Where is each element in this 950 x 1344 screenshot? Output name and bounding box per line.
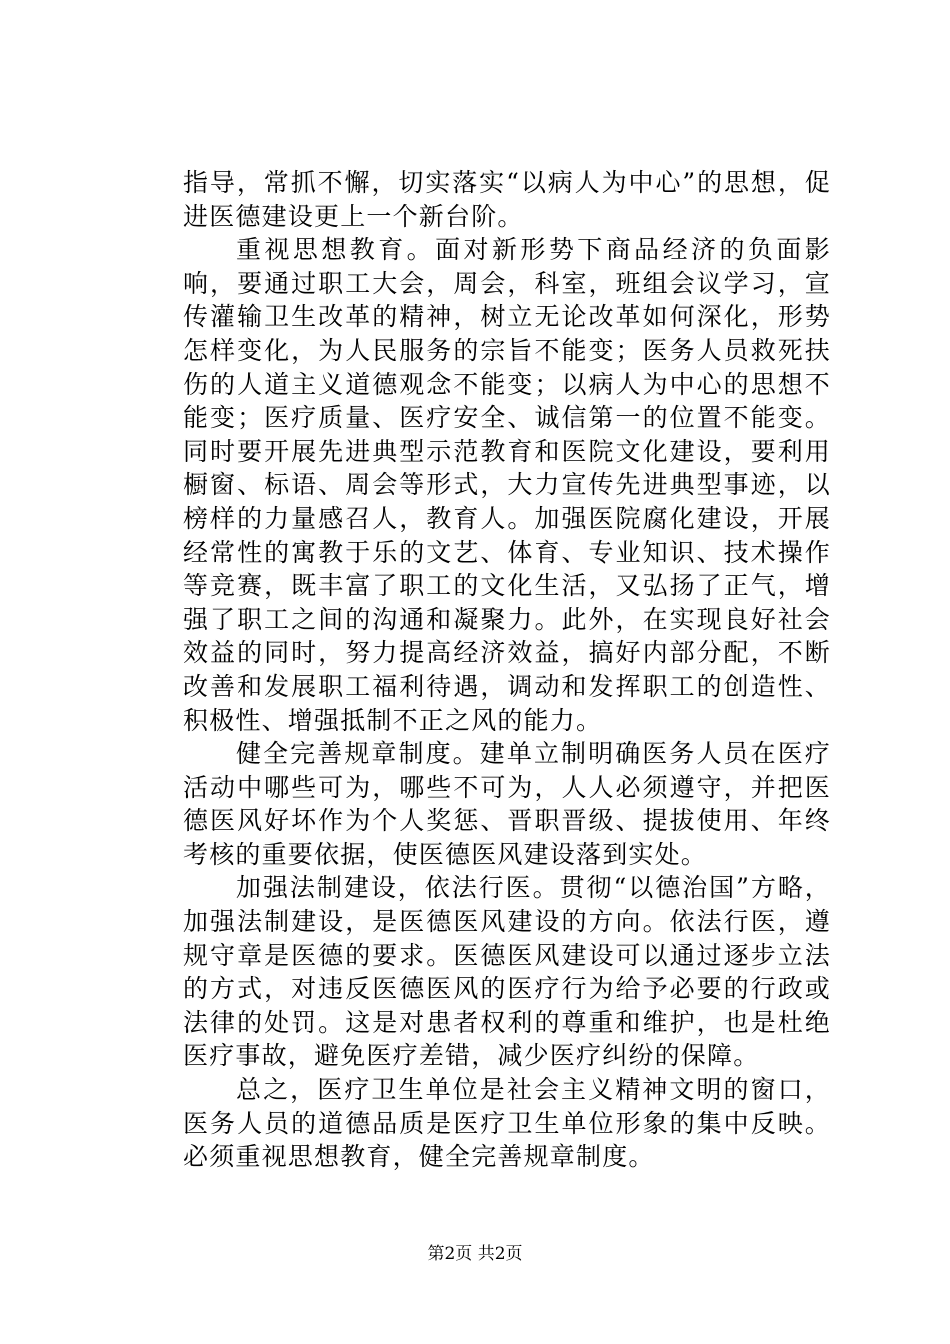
paragraph-conclusion: 总之，医疗卫生单位是社会主义精神文明的窗口，医务人员的道德品质是医疗卫生单位形象的集中反映。必须重视思想教育，健全完善规章制度。: [183, 1075, 831, 1172]
paragraph-ideological-education: 重视思想教育。面对新形势下商品经济的负面影响，要通过职工大会，周会，科室，班组会议学习，宣传灌输卫生改革的精神，树立无论改革如何深化，形势怎样变化，为人民服务的宗旨不能变；医务人员救死扶伤的人道主义道德观念不能变；以病人为中心的思想不能变；医疗质量、医疗安全、诚信第一的位置不能变。同时要开展先进典型示范教育和医院文化建设，要利用橱窗、标语、周会等形式，大力宣传先进典型事迹，以榜样的力量感召人，教育人。加强医院腐化建设，开展经常性的寓教于乐的文艺、体育、专业知识、技术操作等竞赛，既丰富了职工的文化生活，又弘扬了正气，增强了职工之间的沟通和凝聚力。此外，在实现良好社会效益的同时，努力提高经济效益，搞好内部分配，不断改善和发展职工福利待遇，调动和发挥职工的创造性、积极性、增强抵制不正之风的能力。: [183, 235, 831, 735]
paragraph-rules-regulations: 健全完善规章制度。建单立制明确医务人员在医疗活动中哪些可为，哪些不可为，人人必须遵守，并把医德医风好坏作为个人奖惩、晋职晋级、提拔使用、年终考核的重要依据，使医德医风建设落到实处。: [183, 739, 831, 869]
document-body: [183, 166, 831, 1174]
paragraph-legal-construction: 加强法制建设，依法行医。贯彻“以德治国”方略，加强法制建设，是医德医风建设的方向。依法行医，遵规守章是医德的要求。医德医风建设可以通过逐步立法的方式，对违反医德医风的医疗行为给予必要的行政或法律的处罚。这是对患者权利的尊重和维护，也是杜绝医疗事故，避免医疗差错，减少医疗纠纷的保障。: [183, 873, 831, 1071]
paragraph-continuation: 指导，常抓不懈，切实落实“以病人为中心”的思想，促进医德建设更上一个新台阶。: [183, 168, 831, 231]
page-number-footer: 第2页 共2页: [427, 1244, 523, 1264]
